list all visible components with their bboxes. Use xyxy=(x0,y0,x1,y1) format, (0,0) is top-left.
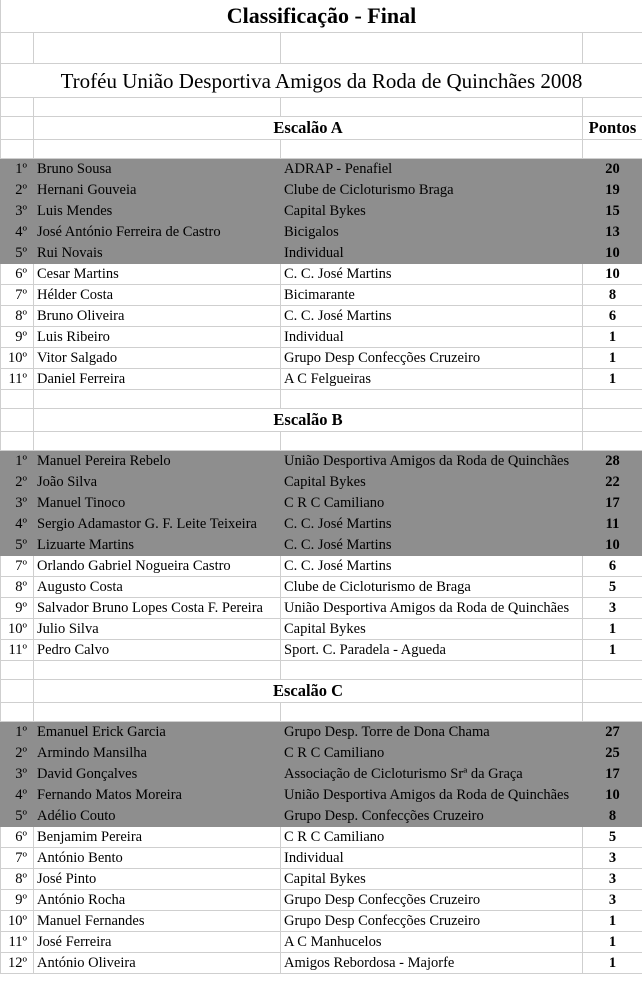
points-cell: 1 xyxy=(583,640,642,661)
position-cell: 2º xyxy=(1,743,34,764)
table-row xyxy=(1,869,642,890)
trophy-row xyxy=(1,64,642,98)
position-cell: 10º xyxy=(1,911,34,932)
club-cell: Bicigalos xyxy=(281,222,583,243)
blank-row xyxy=(1,703,642,722)
table-row xyxy=(1,764,642,785)
rider-name-cell: Lizuarte Martins xyxy=(34,535,281,556)
club-cell: Associação de Cicloturismo Srª da Graça xyxy=(281,764,583,785)
rider-name-cell: António Rocha xyxy=(34,890,281,911)
position-cell: 6º xyxy=(1,264,34,285)
rider-name-cell: Cesar Martins xyxy=(34,264,281,285)
points-cell: 3 xyxy=(583,890,642,911)
section-header-a xyxy=(1,117,642,140)
table-row xyxy=(1,932,642,953)
rider-name-cell: José Ferreira xyxy=(34,932,281,953)
rider-name-cell: Luis Ribeiro xyxy=(34,327,281,348)
rider-name-cell: Luis Mendes xyxy=(34,201,281,222)
position-cell: 5º xyxy=(1,243,34,264)
position-cell: 7º xyxy=(1,285,34,306)
table-row xyxy=(1,327,642,348)
position-cell: 3º xyxy=(1,201,34,222)
rider-name-cell: David Gonçalves xyxy=(34,764,281,785)
section-c-rows xyxy=(1,722,642,974)
points-cell: 1 xyxy=(583,619,642,640)
table-row xyxy=(1,890,642,911)
club-cell: Individual xyxy=(281,243,583,264)
position-cell: 7º xyxy=(1,556,34,577)
position-cell: 4º xyxy=(1,785,34,806)
rider-name-cell: António Bento xyxy=(34,848,281,869)
rider-name-cell: Daniel Ferreira xyxy=(34,369,281,390)
club-cell: C. C. José Martins xyxy=(281,264,583,285)
table-row xyxy=(1,577,642,598)
rider-name-cell: José Pinto xyxy=(34,869,281,890)
rider-name-cell: João Silva xyxy=(34,472,281,493)
club-cell: C. C. José Martins xyxy=(281,535,583,556)
points-cell: 20 xyxy=(583,159,642,180)
club-cell: Grupo Desp. Confecções Cruzeiro xyxy=(281,806,583,827)
table-row xyxy=(1,159,642,180)
blank-row xyxy=(1,661,642,680)
club-cell: União Desportiva Amigos da Roda de Quinchães xyxy=(281,598,583,619)
table-row xyxy=(1,619,642,640)
position-cell: 11º xyxy=(1,369,34,390)
points-cell: 1 xyxy=(583,911,642,932)
blank-row xyxy=(1,140,642,159)
points-cell: 22 xyxy=(583,472,642,493)
section-b-rows xyxy=(1,451,642,661)
position-cell: 12º xyxy=(1,953,34,974)
club-cell: C. C. José Martins xyxy=(281,306,583,327)
points-cell: 10 xyxy=(583,264,642,285)
rider-name-cell: Bruno Oliveira xyxy=(34,306,281,327)
rider-name-cell: Armindo Mansilha xyxy=(34,743,281,764)
rider-name-cell: Julio Silva xyxy=(34,619,281,640)
rider-name-cell: Manuel Tinoco xyxy=(34,493,281,514)
table-row xyxy=(1,514,642,535)
table-row xyxy=(1,598,642,619)
section-header-c xyxy=(1,680,642,703)
points-cell: 10 xyxy=(583,535,642,556)
points-cell: 27 xyxy=(583,722,642,743)
rider-name-cell: Manuel Fernandes xyxy=(34,911,281,932)
rider-name-cell: Emanuel Erick Garcia xyxy=(34,722,281,743)
table-row xyxy=(1,953,642,974)
club-cell: Individual xyxy=(281,848,583,869)
table-row xyxy=(1,535,642,556)
club-cell: C R C Camiliano xyxy=(281,827,583,848)
club-cell: Capital Bykes xyxy=(281,619,583,640)
rider-name-cell: Rui Novais xyxy=(34,243,281,264)
position-cell: 4º xyxy=(1,222,34,243)
section-label: Escalão A xyxy=(34,117,583,140)
table-row xyxy=(1,493,642,514)
club-cell: C R C Camiliano xyxy=(281,493,583,514)
position-cell: 2º xyxy=(1,180,34,201)
position-cell: 11º xyxy=(1,640,34,661)
points-cell: 1 xyxy=(583,932,642,953)
rider-name-cell: Fernando Matos Moreira xyxy=(34,785,281,806)
club-cell: Bicimarante xyxy=(281,285,583,306)
table-row xyxy=(1,201,642,222)
blank-row xyxy=(1,390,642,409)
position-cell: 8º xyxy=(1,869,34,890)
page-title: Classificação - Final xyxy=(1,0,642,33)
table-row xyxy=(1,827,642,848)
table-row xyxy=(1,180,642,201)
points-cell: 28 xyxy=(583,451,642,472)
points-cell: 1 xyxy=(583,369,642,390)
rider-name-cell: Salvador Bruno Lopes Costa F. Pereira xyxy=(34,598,281,619)
table-row xyxy=(1,472,642,493)
points-cell: 10 xyxy=(583,785,642,806)
position-cell: 9º xyxy=(1,598,34,619)
title-row xyxy=(1,0,642,33)
table-row xyxy=(1,451,642,472)
table-row xyxy=(1,243,642,264)
points-cell: 3 xyxy=(583,848,642,869)
club-cell: Capital Bykes xyxy=(281,201,583,222)
rider-name-cell: Adélio Couto xyxy=(34,806,281,827)
section-label: Escalão B xyxy=(34,409,583,432)
rider-name-cell: Hernani Gouveia xyxy=(34,180,281,201)
club-cell: ADRAP - Penafiel xyxy=(281,159,583,180)
rider-name-cell: Pedro Calvo xyxy=(34,640,281,661)
position-cell: 6º xyxy=(1,827,34,848)
rider-name-cell: Sergio Adamastor G. F. Leite Teixeira xyxy=(34,514,281,535)
points-cell: 6 xyxy=(583,556,642,577)
rider-name-cell: Augusto Costa xyxy=(34,577,281,598)
section-label: Escalão C xyxy=(34,680,583,703)
blank-row xyxy=(1,432,642,451)
table-row xyxy=(1,222,642,243)
blank-row xyxy=(1,33,642,64)
points-cell: 10 xyxy=(583,243,642,264)
points-cell: 19 xyxy=(583,180,642,201)
rider-name-cell: Orlando Gabriel Nogueira Castro xyxy=(34,556,281,577)
position-cell: 8º xyxy=(1,306,34,327)
position-cell: 10º xyxy=(1,619,34,640)
club-cell: C R C Camiliano xyxy=(281,743,583,764)
club-cell: Amigos Rebordosa - Majorfe xyxy=(281,953,583,974)
table-row xyxy=(1,785,642,806)
points-cell: 5 xyxy=(583,577,642,598)
table-row xyxy=(1,640,642,661)
rider-name-cell: Manuel Pereira Rebelo xyxy=(34,451,281,472)
position-cell: 3º xyxy=(1,493,34,514)
position-cell: 10º xyxy=(1,348,34,369)
table-row xyxy=(1,348,642,369)
points-cell: 8 xyxy=(583,806,642,827)
table-row xyxy=(1,264,642,285)
position-cell: 11º xyxy=(1,932,34,953)
section-header-b xyxy=(1,409,642,432)
position-cell: 4º xyxy=(1,514,34,535)
table-row xyxy=(1,743,642,764)
points-header: Pontos xyxy=(583,117,642,140)
club-cell: A C Felgueiras xyxy=(281,369,583,390)
table-row xyxy=(1,722,642,743)
rider-name-cell: José António Ferreira de Castro xyxy=(34,222,281,243)
rider-name-cell: Bruno Sousa xyxy=(34,159,281,180)
club-cell: A C Manhucelos xyxy=(281,932,583,953)
blank-row xyxy=(1,98,642,117)
club-cell: Individual xyxy=(281,327,583,348)
club-cell: Clube de Cicloturismo de Braga xyxy=(281,577,583,598)
position-cell: 9º xyxy=(1,327,34,348)
points-cell: 17 xyxy=(583,493,642,514)
club-cell: Clube de Cicloturismo Braga xyxy=(281,180,583,201)
points-cell: 13 xyxy=(583,222,642,243)
points-cell: 3 xyxy=(583,869,642,890)
table-row xyxy=(1,806,642,827)
club-cell: Sport. C. Paradela - Agueda xyxy=(281,640,583,661)
rider-name-cell: Hélder Costa xyxy=(34,285,281,306)
points-cell: 1 xyxy=(583,348,642,369)
points-cell: 5 xyxy=(583,827,642,848)
position-cell: 5º xyxy=(1,806,34,827)
position-cell: 1º xyxy=(1,159,34,180)
points-cell: 11 xyxy=(583,514,642,535)
points-cell: 1 xyxy=(583,327,642,348)
points-cell: 15 xyxy=(583,201,642,222)
club-cell: Grupo Desp. Torre de Dona Chama xyxy=(281,722,583,743)
points-cell: 8 xyxy=(583,285,642,306)
club-cell: Grupo Desp Confecções Cruzeiro xyxy=(281,890,583,911)
points-cell: 6 xyxy=(583,306,642,327)
club-cell: Capital Bykes xyxy=(281,472,583,493)
table-row xyxy=(1,369,642,390)
position-cell: 1º xyxy=(1,722,34,743)
points-cell: 1 xyxy=(583,953,642,974)
position-cell: 7º xyxy=(1,848,34,869)
position-cell: 1º xyxy=(1,451,34,472)
club-cell: União Desportiva Amigos da Roda de Quinchães xyxy=(281,451,583,472)
rider-name-cell: António Oliveira xyxy=(34,953,281,974)
club-cell: Grupo Desp Confecções Cruzeiro xyxy=(281,911,583,932)
points-cell: 25 xyxy=(583,743,642,764)
club-cell: C. C. José Martins xyxy=(281,514,583,535)
table-row xyxy=(1,306,642,327)
section-a-rows xyxy=(1,159,642,390)
points-cell: 17 xyxy=(583,764,642,785)
position-cell: 8º xyxy=(1,577,34,598)
club-cell: União Desportiva Amigos da Roda de Quinchães xyxy=(281,785,583,806)
trophy-title: Troféu União Desportiva Amigos da Roda de Quinchães 2008 xyxy=(1,64,642,98)
club-cell: C. C. José Martins xyxy=(281,556,583,577)
club-cell: Grupo Desp Confecções Cruzeiro xyxy=(281,348,583,369)
club-cell: Capital Bykes xyxy=(281,869,583,890)
rider-name-cell: Vitor Salgado xyxy=(34,348,281,369)
points-cell: 3 xyxy=(583,598,642,619)
position-cell: 5º xyxy=(1,535,34,556)
table-row xyxy=(1,848,642,869)
position-cell: 3º xyxy=(1,764,34,785)
position-cell: 2º xyxy=(1,472,34,493)
rider-name-cell: Benjamim Pereira xyxy=(34,827,281,848)
table-row xyxy=(1,285,642,306)
table-row xyxy=(1,556,642,577)
table-row xyxy=(1,911,642,932)
position-cell: 9º xyxy=(1,890,34,911)
